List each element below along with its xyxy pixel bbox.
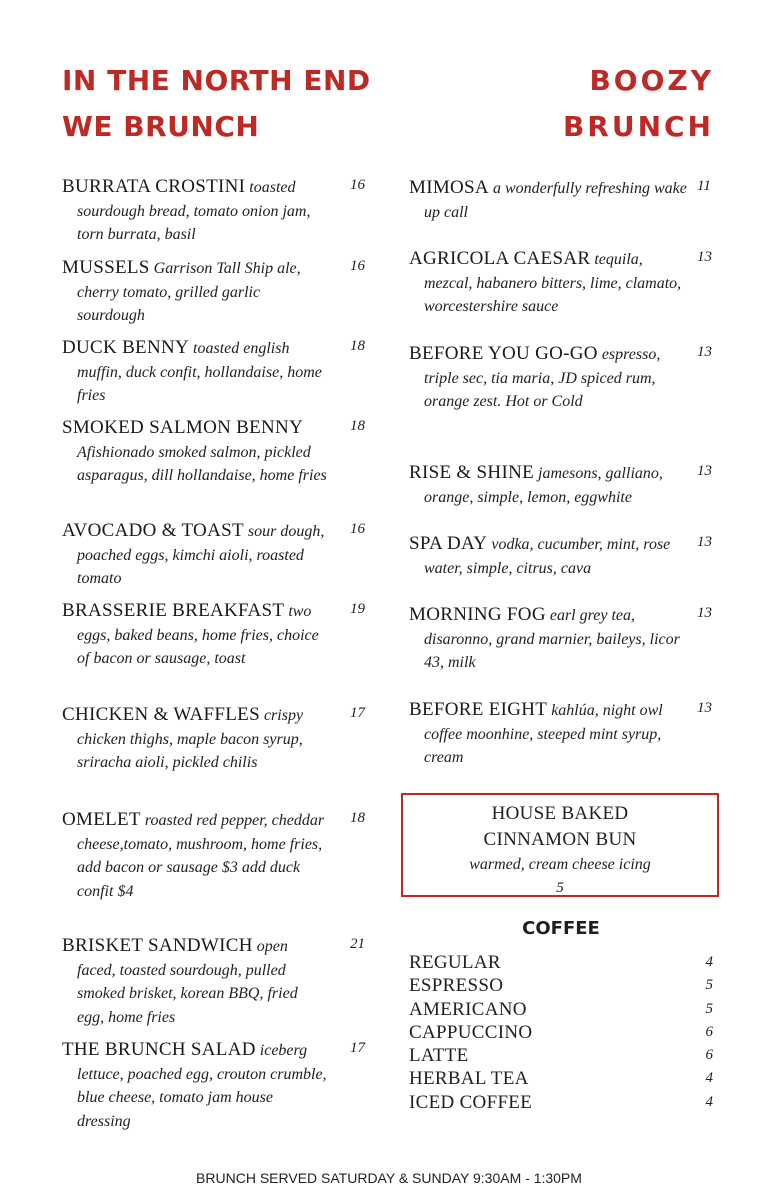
coffee-item [409,1044,713,1067]
menu-item-desc: iceberg lettuce, poached egg, crouton crumble, blue cheese, tomato jam house dressing [77,1042,327,1130]
featured-desc: warmed, cream cheese icing [469,856,651,873]
coffee-item-name: REGULAR [409,952,501,973]
coffee-item-name: CAPPUCCINO [409,1021,533,1043]
drink-item-name: BEFORE EIGHT [409,699,548,720]
coffee-item [409,1021,713,1044]
menu-item-desc: two eggs, baked beans, home fries, choice of bacon or sausage, toast [77,603,319,667]
coffee-item [409,1067,713,1090]
drink-item-desc: kahlúa, night owl coffee moonhine, steeped mint syrup, cream [424,702,663,766]
menu-item-avocado-toast [62,519,365,591]
menu-item-desc: Afishionado smoked salmon, pickled asparagus, dill hollandaise, home fries [77,443,327,484]
coffee-item-price: 6 [705,1023,713,1040]
coffee-item-price: 6 [705,1047,713,1064]
menu-item-desc: open faced, toasted sourdough, pulled smoked brisket, korean BBQ, fried egg, home fries [77,938,298,1026]
menu-item-price: 21 [350,936,365,952]
menu-item-name: SMOKED SALMON BENNY [62,417,304,438]
menu-item-price: 18 [350,338,365,354]
menu-item-brasserie-breakfast [62,599,365,671]
drink-item-name: MIMOSA [409,177,489,198]
menu-item-name: DUCK BENNY [62,337,190,358]
coffee-list [409,951,713,1114]
menu-item-price: 16 [350,177,365,193]
menu-item-smoked-salmon-benny [62,416,365,488]
menu-item-mussels [62,256,365,328]
coffee-heading: COFFEE [522,918,600,939]
menu-item-name: MUSSELS [62,257,150,278]
coffee-item-name: ICED COFFEE [409,1091,533,1113]
menu-item-price: 19 [350,601,365,617]
menu-item-price: 18 [350,418,365,434]
drink-item-name: BEFORE YOU GO-GO [409,343,598,364]
boozy-title-line: BRUNCH [562,110,714,143]
featured-name-line: HOUSE BAKED [491,803,629,824]
drink-item-morning-fog [409,603,712,675]
featured-price: 5 [556,880,564,896]
coffee-item-name: AMERICANO [409,998,527,1020]
menu-item-name: BRASSERIE BREAKFAST [62,600,285,621]
drink-item-price: 11 [697,178,711,194]
drink-item-price: 13 [697,344,712,360]
menu-item-duck-benny [62,336,365,408]
drink-item-desc: jamesons, galliano, orange, simple, lemon, eggwhite [424,465,663,506]
featured-name-line: CINNAMON BUN [483,829,637,850]
drink-item-before-you-go-go [409,342,712,414]
menu-item-brunch-salad [62,1038,365,1133]
featured-cinnamon-bun [401,793,719,897]
drink-item-name: RISE & SHINE [409,462,534,483]
drink-item-desc: espresso, triple sec, tia maria, JD spiced rum, orange zest. Hot or Cold [424,346,661,410]
coffee-item [409,1091,713,1114]
menu-item-name: BURRATA CROSTINI [62,176,246,197]
menu-item-name: OMELET [62,809,141,830]
brunch-title-line: WE BRUNCH [62,110,260,143]
menu-item-price: 18 [350,810,365,826]
drink-item-mimosa [409,176,711,224]
boozy-title-line: BOOZY [589,64,714,97]
drink-item-price: 13 [697,249,712,265]
menu-item-desc: roasted red pepper, cheddar cheese,tomato, mushroom, home fries, add bacon or sausage $3 add duck confit $4 [77,812,325,900]
drink-item-price: 13 [697,534,712,550]
coffee-item-name: HERBAL TEA [409,1068,529,1090]
menu-item-burrata-crostini [62,175,365,247]
drink-item-desc: a wonderfully refreshing wake up call [424,180,687,221]
coffee-item [409,951,713,974]
menu-item-name: THE BRUNCH SALAD [62,1039,256,1060]
coffee-item [409,974,713,997]
drink-item-price: 13 [697,700,712,716]
drink-item-agricola-caesar [409,247,712,319]
drink-item-price: 13 [697,463,712,479]
menu-item-price: 17 [350,705,365,721]
brunch-title-line: IN THE NORTH END [62,64,371,97]
drink-item-spa-day [409,532,712,580]
menu-item-price: 16 [350,521,365,537]
menu-item-desc: sour dough, poached eggs, kimchi aioli, roasted tomato [77,523,325,587]
menu-item-desc: Garrison Tall Ship ale, cherry tomato, grilled garlic sourdough [77,260,301,324]
drink-item-name: MORNING FOG [409,604,546,625]
menu-item-name: CHICKEN & WAFFLES [62,704,260,725]
drink-item-before-eight [409,698,712,770]
coffee-item-name: ESPRESSO [409,975,504,997]
menu-item-chicken-waffles [62,703,365,775]
menu-item-brisket-sandwich [62,934,365,1029]
coffee-item-price: 4 [705,1093,713,1110]
menu-item-name: BRISKET SANDWICH [62,935,253,956]
brunch-title [62,58,371,150]
drink-item-desc: vodka, cucumber, mint, rose water, simple, citrus, cava [424,536,671,577]
menu-item-name: AVOCADO & TOAST [62,520,244,541]
drink-item-rise-shine [409,461,712,509]
coffee-item-price: 5 [705,977,713,994]
drink-item-name: SPA DAY [409,533,488,554]
menu-item-desc: toasted english muffin, duck confit, hollandaise, home fries [77,340,322,404]
menu-item-price: 17 [350,1040,365,1056]
service-hours-footer: BRUNCH SERVED SATURDAY & SUNDAY 9:30AM - 1:30PM [196,1170,582,1186]
coffee-item-price: 4 [705,1070,713,1087]
menu-item-omelet [62,808,365,903]
coffee-item-price: 4 [705,954,713,970]
drink-item-desc: tequila, mezcal, habanero bitters, lime, clamato, worcestershire sauce [424,251,682,315]
drink-item-desc: earl grey tea, disaronno, grand marnier, baileys, licor 43, milk [424,607,680,671]
drink-item-name: AGRICOLA CAESAR [409,248,591,269]
coffee-item-price: 5 [705,1000,713,1017]
menu-item-price: 16 [350,258,365,274]
coffee-item-name: LATTE [409,1045,469,1067]
boozy-title [563,58,714,150]
drink-item-price: 13 [697,605,712,621]
menu-item-desc: toasted sourdough bread, tomato onion jam, torn burrata, basil [77,179,311,243]
coffee-item [409,998,713,1021]
menu-item-desc: crispy chicken thighs, maple bacon syrup, sriracha aioli, pickled chilis [77,707,304,771]
